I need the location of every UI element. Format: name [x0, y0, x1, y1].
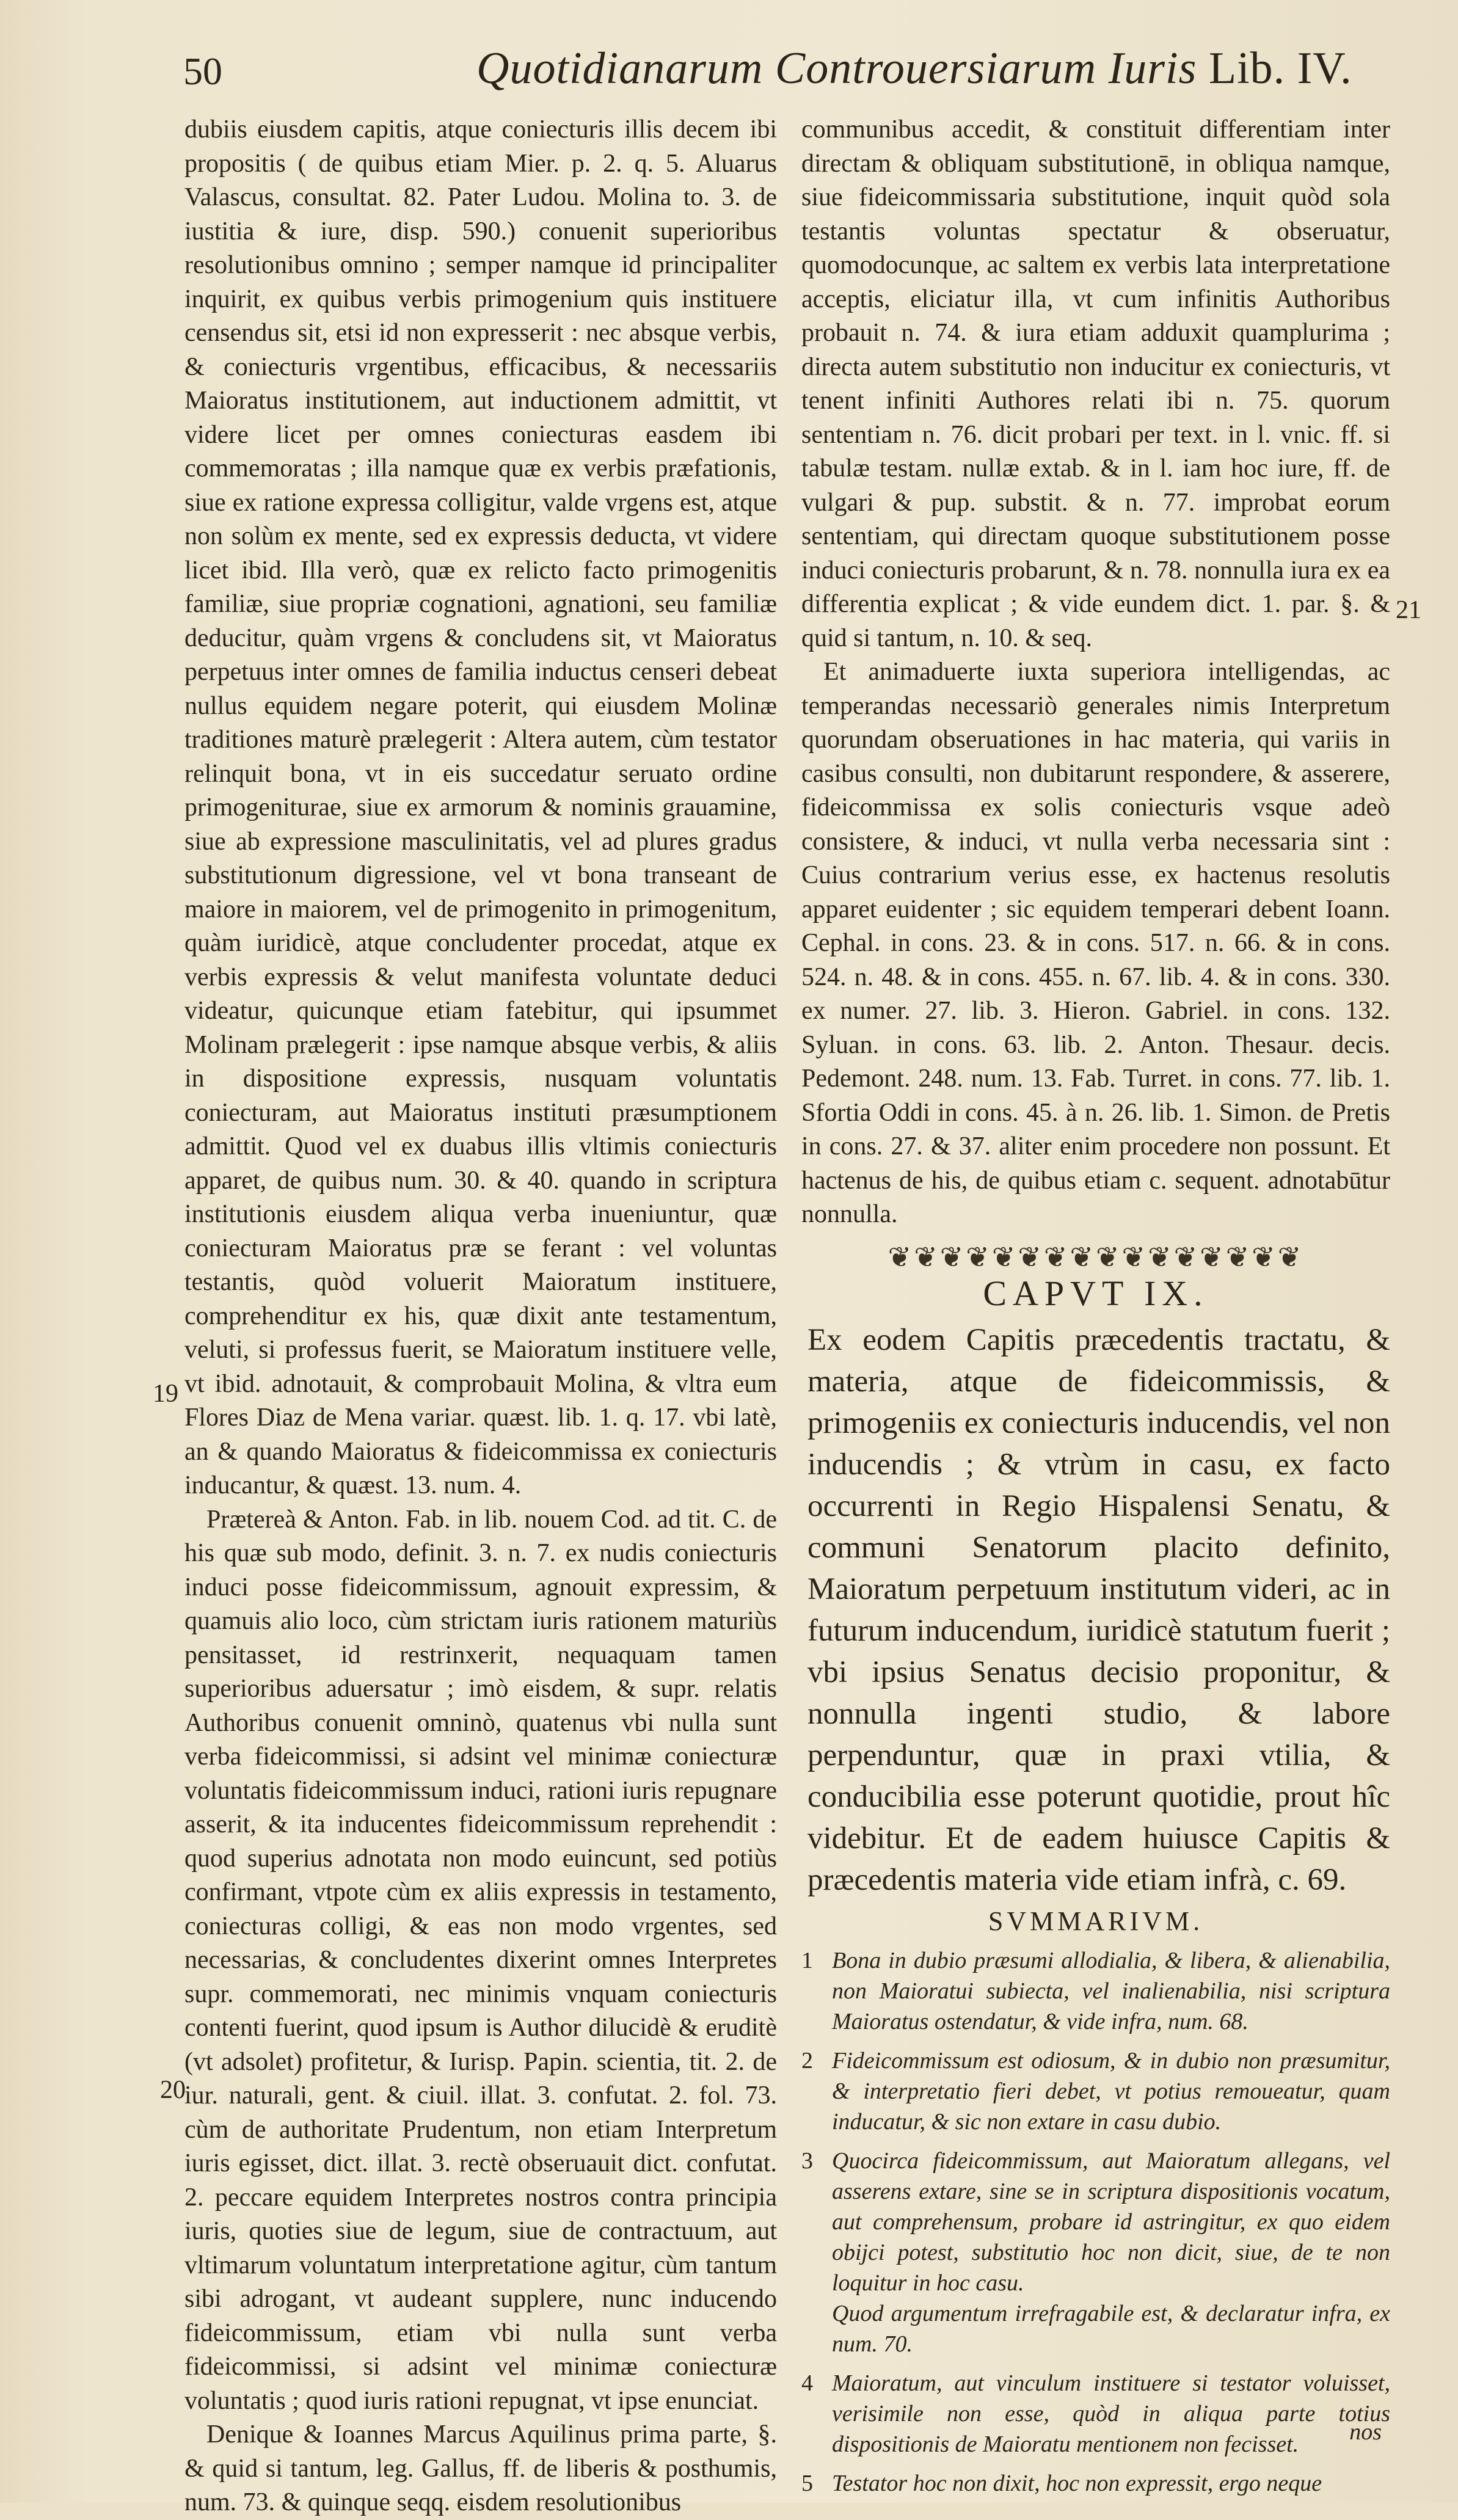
summary-item: [801, 2468, 1390, 2499]
summary-item-number: 4: [801, 2370, 813, 2396]
summary-item-number: 1: [801, 1948, 813, 1973]
summary-item-note: Quod argumentum irrefragabile est, & declaratur infra, ex num. 70.: [832, 2301, 1390, 2357]
summary-item-text: Testator hoc non dixit, hoc non expressit, ergo neque: [832, 2471, 1322, 2496]
paragraph: dubiis eiusdem capitis, atque coniecturis illis decem ibi propositis ( de quibus etiam Mier. p. 2. q. 5. Aluarus Valascus, consultat. 82. Pater Ludou. Molina to. 3. de iustitia & iure, disp. 590.) conuenit superioribus resolutionibus omnino ; semper namque id principaliter inquirit, ex quibus verbis primogenium quis instituere censendus sit, etsi id non expresserit : nec absque verbis, & coniecturis vrgentibus, efficacibus, & necessariis Maioratus institutionem, aut inductionem admittit, vt videre licet per omnes coniecturas easdem ibi commemoratas ; illa namque quæ ex verbis præfationis, siue ex ratione expressa colligitur, valde vrgens est, atque non solùm ex mente, sed ex expressis deducta, vt videre licet ibid. Illa verò, quæ ex relicto facto primogenitis familiæ, siue propriæ cognationi, agnationi, seu familiæ deducitur, quàm vrgens & concludens sit, vt Maioratus perpetuus inter omnes de familia inductus censeri debeat nullus equidem negare poterit, qui eiusdem Molinæ traditiones maturè prælegerit : Altera autem, cùm testator relinquit bona, vt in eis succedatur seruato ordine primogeniturae, siue ex armorum & nominis grauamine, siue ab expressione masculinitatis, vel ad plures gradus substitutionum digressione, vel vt bona transeant de maiore in maiorem, vel de primogenito in primogenitum, quàm iuridicè, atque concludenter procedat, atque ex verbis expressis & velut manifesta voluntate deduci videatur, quicunque etiam fatebitur, qui ipsummet Molinam prælegerit : ipse namque absque verbis, & aliis in dispositione expressis, nusquam voluntatis coniecturam, aut Maioratus instituti præsumptionem admittit. Quod vel ex duabus illis vltimis coniecturis apparet, de quibus num. 30. & 40. quando in scriptura institutionis eiusdem aliqua verba inueniuntur, quæ coniecturam Maioratus præ se ferant : vel voluntas testantis, quòd voluerit Maioratum instituere, comprehenditur ex his, quæ dixit ante testamentum, veluti, si professus fuerit, se Maioratum instituere velle, vt ibid. adnotauit, & comprobauit Molina, & vltra eum Flores Diaz de Mena variar. quæst. lib. 1. q. 17. vbi latè, an & quando Maioratus & fideicommissa ex coniecturis inducantur, & quæst. 13. num. 4.: [184, 115, 777, 1499]
summary-item: [801, 2146, 1390, 2359]
summary-item-text: Quocirca fideicommissum, aut Maioratum allegans, vel asserens extare, sine se in scriptura dispositionis vocatum, aut comprehensum, probare id astringitur, ex quo eidem obijci potest, substitutio hoc non dicit, siue, de te non loquitur in hoc casu.: [832, 2148, 1390, 2296]
summary-item-number: 3: [801, 2148, 813, 2174]
summary-item: [801, 2045, 1390, 2137]
summary-item-text: Maioratum, aut vinculum instituere si testator voluisset, verisimile non esse, quòd in aliqua parte totius dispositionis de Maioratu mentionem non fecisset.: [832, 2370, 1390, 2457]
summary-item-text: Bona in dubio præsumi allodialia, & libera, & alienabilia, non Maioratui subiecta, vel inalienabilia, nisi scriptura Maioratus ostendatur, & vide infra, num. 68.: [832, 1948, 1390, 2034]
margin-number-19: 19: [153, 1380, 178, 1408]
paragraph: Prætereà & Anton. Fab. in lib. nouem Cod. ad tit. C. de his quæ sub modo, definit. 3. n. 7. ex nudis coniecturis induci posse fideicommissum, agnouit expressim, & quamuis alio loco, cùm strictam iuris rationem maturiùs pensitasset, id restrinxerit, nequaquam tamen superioribus aduersatur ; imò eisdem, & supr. relatis Authoribus conuenit omninò, quatenus vbi nulla sunt verba fideicommissi, si adsint vel minimæ coniecturæ voluntatis fideicommissum induci, rationi iuris repugnare asserit, & ita inducentes fideicommissum reprehendit : quod superius adnotata non modo euincunt, sed potiùs confirmant, vtpote cùm ex aliis expressis in testamento, coniecturas colligi, & eas non modo vrgentes, sed necessarias, & concludentes dixerint omnes Interpretes supr. commemorati, nec minimis vnquam coniecturis contenti fuerint, quod ipsum is Author dilucidè & eruditè (vt adsolet) profitetur, & Iurisp. Papin. scientia, tit. 2. de iur. naturali, gent. & ciuil. illat. 3. confutat. 2. fol. 73. cùm de authoritate Prudentum, non etiam Interpretum iuris egisset, dict. illat. 3. rectè obseruauit dict. confutat. 2. peccare equidem Interpretes nostros contra principia iuris, quoties siue de legum, siue de contractuum, aut vltimarum voluntatum interpretatione agitur, cùm tantum sibi adrogant, vt audeant supplere, nunc inducendo fideicommissum, etiam vbi nulla sunt verba fideicommissi, si adsint vel minimæ coniecturæ voluntatis ; quod iuris rationi repugnat, vt ipse enunciat.: [184, 1505, 777, 2415]
left-column: [184, 113, 777, 2520]
margin-number-21: 21: [1396, 596, 1421, 624]
right-column: [801, 113, 1390, 2507]
summary-item-number: 5: [801, 2471, 813, 2496]
paragraph: communibus accedit, & constituit differentiam inter directam & obliquam substitutionē, in obliqua namque, siue fideicommissaria substitutione, inquit quòd sola testantis voluntas spectatur & obseruatur, quomodocunque, ac saltem ex verbis lata interpretatione acceptis, eliciatur illa, vt cum infinitis Authoribus probauit n. 74. & iura etiam adduxit quamplurima ; directa autem substitutio non inducitur ex coniecturis, vt tenent infiniti Authores relati ibi n. 75. quorum sententiam n. 76. dicit probari per text. in l. vnic. ff. si tabulæ testam. nullæ extab. & in l. iam hoc iure, ff. de vulgari & pup. substit. & n. 77. improbat eorum sententiam, qui directam quoque substitutionem posse induci coniecturis probarunt, & n. 78. nonnulla iura ex ea differentia explicat ; & vide eundem dict. 1. par. §. & quid si tantum, n. 10. & seq.: [801, 115, 1390, 652]
catchword: nos: [1349, 2419, 1382, 2445]
summarium-title: SVMMARIVM.: [988, 1906, 1204, 1936]
book-number: Lib. IV.: [1208, 43, 1352, 93]
summary-item: [801, 1945, 1390, 2037]
paragraph: Et animaduerte iuxta superiora intelligendas, ac temperandas necessariò generales nimis Interpretum quorundam obseruationes in hac materia, qui variis in casibus consulti, non dubitarunt respondere, & asserere, fideicommissa ex solis coniecturis vsque adeò consistere, & induci, vt nulla verba necessaria sint : Cuius contrarium verius esse, ex hactenus resolutis apparet euidenter ; sic equidem temperari debent Ioann. Cephal. in cons. 23. & in cons. 517. n. 66. & in cons. 524. n. 48. & in cons. 455. n. 67. lib. 4. & in cons. 330. ex numer. 27. lib. 3. Hieron. Gabriel. in cons. 132. Syluan. in cons. 63. lib. 2. Anton. Thesaur. decis. Pedemont. 248. num. 13. Fab. Turret. in cons. 77. lib. 1. Sfortia Oddi in cons. 45. à n. 26. lib. 1. Simon. de Pretis in cons. 27. & 37. aliter enim procedere non possunt. Et hactenus de his, de quibus etiam c. sequent. adnotabūtur nonnulla.: [801, 658, 1390, 1228]
chapter-summary: Ex eodem Capitis præcedentis tractatu, & materia, atque de fideicommissis, & primogeniis ex coniecturis inducendis, vel non inducendis ; & vtrùm in casu, ex facto occurrenti in Regio Hispalensi Senatu, & communi Senatorum placito definito, Maioratum perpetuum institutum videri, ac in futurum inducendum, iuridicè statutum fuerit ; vbi ipsius Senatus decisio proponitur, & nonnulla ingenti studio, & labore perpenduntur, quæ in praxi vtilia, & conducibilia esse poterunt quotidie, prout hîc videbitur. Et de eadem huiusce Capitis & præcedentis materia vide etiam infrà, c. 69.: [807, 1322, 1390, 1897]
paragraph: Denique & Ioannes Marcus Aquilinus prima parte, §. & quid si tantum, leg. Gallus, ff. de liberis & posthumis, num. 73. & quinque seqq. eisdem resolutionibus: [184, 2420, 777, 2516]
running-title-text: Quotidianarum Controuersiarum Iuris: [476, 43, 1197, 93]
summary-item: [801, 2368, 1390, 2460]
summary-item-text: Fideicommissum est odiosum, & in dubio non præsumitur, & interpretatio fieri debet, vt potius remoueatur, quam inducatur, & sic non extare in casu dubio.: [832, 2048, 1390, 2135]
running-title: [476, 43, 1352, 95]
summary-item-number: 2: [801, 2048, 813, 2074]
page-number: 50: [183, 49, 222, 93]
margin-number-20: 20: [160, 2076, 186, 2104]
chapter-title: CAPVT IX.: [983, 1273, 1209, 1313]
fleuron-ornament: ❦❦❦❦❦❦❦❦❦❦❦❦❦❦❦❦: [888, 1241, 1304, 1273]
page-header: [183, 43, 1356, 116]
